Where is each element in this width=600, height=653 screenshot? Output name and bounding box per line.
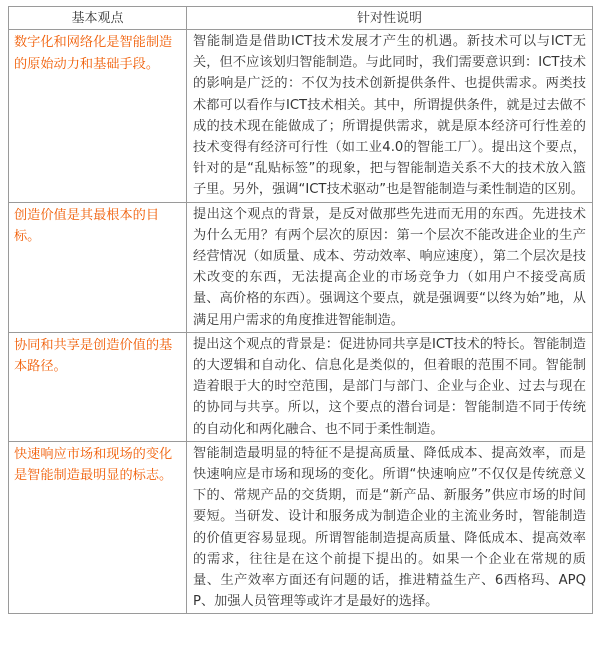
explanation-cell: 提出这个观点的背景，是反对做那些先进而无用的东西。先进技术为什么无用？有两个层次的原因：第一个层次不能改进企业的生产经营情况（如质量、成本、劳动效率、响应速度），第二个层次是技术改变的东西，无法提高企业的市场竞争力（如用户不接受高质量、高价格的东西）。强调这个要点，就是强调要“以终为始”地，从满足用户需求的角度推进智能制造。 [187, 202, 593, 332]
header-explanation: 针对性说明 [187, 7, 593, 30]
explanation-cell: 智能制造最明显的特征不是提高质量、降低成本、提高效率，而是快速响应是市场和现场的变化。所谓“快速响应”不仅仅是传统意义下的、常规产品的交货期，而是“新产品、新服务”供应市场的时间要短。当研发、设计和服务成为制造企业的主流业务时，智能制造的价值更容易显现。所谓智能制造提高质量、降低成本、提高效率的需求，往往是在这个前提下提出的。如果一个企业在常规的质量、生产效率方面还有问题的话，推进精益生产、6西格玛、APQP、加强人员管理等或许才是最好的选择。 [187, 441, 593, 614]
table-row [9, 441, 593, 614]
viewpoint-table [8, 6, 593, 614]
explanation-cell: 智能制造是借助ICT技术发展才产生的机遇。新技术可以与ICT无关，但不应该划归智能制造。与此同时，我们需要意识到：ICT技术的影响是广泛的：不仅为技术创新提供条件、也提供需求。两类技术都可以看作与ICT技术相关。其中，所谓提供条件，就是过去做不成的技术现在能做成了；所谓提供需求，就是原本经济可行性差的技术变得有经济可行性（如工业4.0的智能工厂）。提出这个要点，针对的是“乱贴标签”的现象，把与智能制造关系不大的技术放入篮子里。另外，强调“ICT技术驱动”也是智能制造与柔性制造的区别。 [187, 30, 593, 203]
explanation-cell: 提出这个观点的背景是：促进协同共享是ICT技术的特长。智能制造的大逻辑和自动化、信息化是类似的，但着眼的范围不同。智能制造着眼于大的时空范围，是部门与部门、企业与企业、过去与现在的协同与共享。所以，这个要点的潜台词是：智能制造不同于传统的自动化和两化融合、也不同于柔性制造。 [187, 332, 593, 441]
table-row [9, 30, 593, 203]
viewpoint-cell: 快速响应市场和现场的变化是智能制造最明显的标志。 [9, 441, 187, 614]
table-header-row [9, 7, 593, 30]
table-row [9, 332, 593, 441]
viewpoint-cell: 协同和共享是创造价值的基本路径。 [9, 332, 187, 441]
header-viewpoint: 基本观点 [9, 7, 187, 30]
viewpoint-table-container [8, 6, 592, 614]
viewpoint-cell: 创造价值是其最根本的目标。 [9, 202, 187, 332]
viewpoint-cell: 数字化和网络化是智能制造的原始动力和基础手段。 [9, 30, 187, 203]
table-row [9, 202, 593, 332]
